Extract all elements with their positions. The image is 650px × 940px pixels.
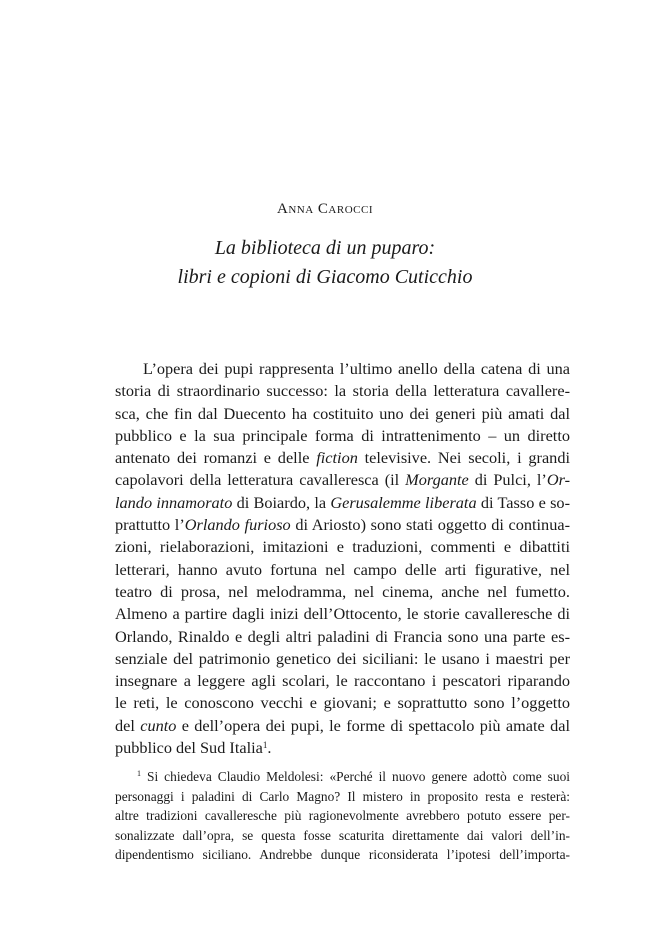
body-line	[115, 715, 570, 737]
article-title	[0, 234, 650, 292]
author-name: Anna Carocci	[277, 201, 373, 217]
italic-term: cunto	[140, 715, 177, 735]
italic-term: Or-	[546, 470, 571, 490]
body-line: sca, che fin dal Duecento ha costituito uno dei generi più amati dal	[115, 403, 570, 423]
text-run: e dell’opera dei pupi, le forme di spettacolo più amate dal	[176, 715, 570, 735]
body-line	[115, 469, 570, 491]
title-line-2: libri e copioni di Giacomo Cuticchio	[177, 266, 473, 288]
body-line: zioni, rielaborazioni, imitazioni e traduzioni, commenti e dibattiti	[115, 537, 570, 557]
body-line	[115, 447, 570, 469]
body-line: insegnare a leggere agli scolari, le raccontano i pescatori riparando	[115, 671, 570, 691]
text-run: di Pulci, l’	[468, 470, 547, 490]
body-paragraph	[115, 358, 570, 759]
text-run: .	[267, 738, 272, 758]
body-line: senziale del patrimonio genetico dei siciliani: le usano i maestri per	[115, 648, 570, 668]
body-line: teatro di prosa, nel melodramma, nel cinema, anche nel fumetto.	[115, 581, 570, 601]
italic-term: fiction	[316, 448, 358, 468]
body-line: letterari, hanno avuto fortuna nel campo delle arti figurative, nel	[115, 559, 570, 579]
text-run: capolavori della letteratura cavalleresca (il	[115, 470, 406, 490]
body-line: L’opera dei pupi rappresenta l’ultimo anello della catena di una	[143, 359, 570, 378]
italic-term: Morgante	[405, 470, 469, 490]
body-line	[115, 737, 570, 759]
text-run: di Boiardo, la	[232, 492, 331, 512]
footnote-line: dipendentismo siciliano. Andrebbe dunque riconsiderata l’ipotesi dell’importa-	[115, 847, 570, 862]
text-run: del	[115, 715, 141, 735]
text-run: antenato dei romanzi e delle	[115, 448, 317, 468]
text-run: di Ariosto) sono stati oggetto di continua-	[290, 515, 570, 535]
footnote-line: personaggi i paladini di Carlo Magno? Il mistero in proposito resta e resterà:	[115, 788, 570, 804]
footnote-line: altre tradizioni cavalleresche più ragionevolmente avrebbero potuto essere per-	[115, 808, 570, 823]
body-line: Almeno a partire dagli inizi dell’Ottocento, le storie cavalleresche di	[115, 604, 570, 624]
footnote-line: sonalizzate dall’opra, se questa fosse scaturita direttamente dai valori dell’in-	[115, 827, 570, 843]
italic-term: Orlando furioso	[184, 515, 291, 535]
text-run: prattutto l’	[115, 515, 185, 535]
body-line	[115, 514, 570, 536]
text-run: Si chiedeva Claudio Meldolesi: «Perché il nuovo genere adottò come suoi	[141, 769, 570, 784]
italic-term: lando innamorato	[115, 492, 233, 512]
text-run: pubblico del Sud Italia	[115, 738, 263, 758]
footnote	[115, 767, 570, 865]
italic-term: Gerusalemme liberata	[330, 492, 477, 512]
body-line	[115, 492, 570, 514]
body-line: storia di straordinario successo: la storia della letteratura cavallere-	[115, 381, 570, 401]
body-line: Orlando, Rinaldo e degli altri paladini di Francia sono una parte es-	[115, 626, 570, 646]
text-run: di Tasso e so-	[476, 492, 570, 512]
footnote-reference[interactable]: 1	[262, 740, 268, 751]
footnote-marker: 1	[137, 769, 141, 778]
footnote-line	[115, 767, 570, 787]
title-line-1: La biblioteca di un puparo:	[214, 237, 436, 259]
body-line: pubblico e la sua principale forma di intrattenimento – un diretto	[115, 425, 570, 445]
body-line: le reti, le conoscono vecchi e giovani; e soprattutto sono l’oggetto	[115, 693, 570, 713]
text-run: televisive. Nei secoli, i grandi	[357, 448, 570, 468]
